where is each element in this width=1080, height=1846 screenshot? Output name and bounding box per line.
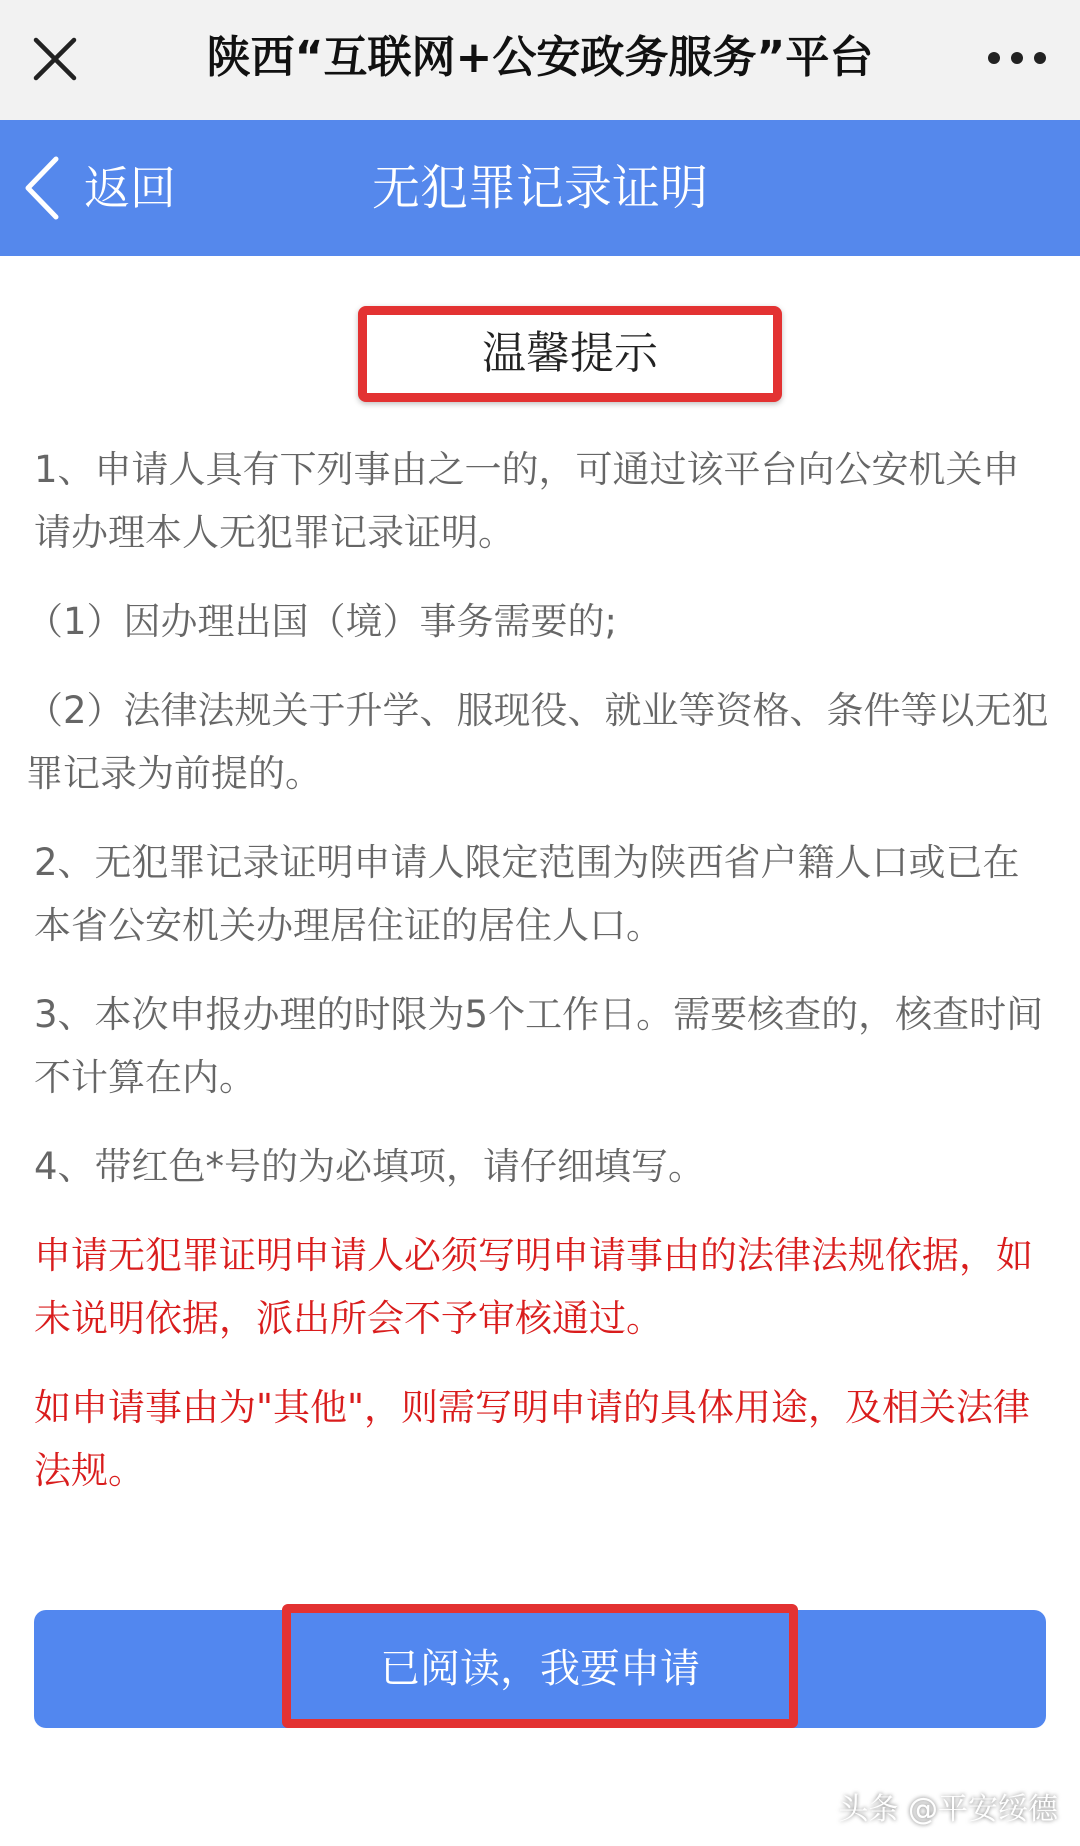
notice-paragraph: 4、带红色*号的为必填项，请仔细填写。 [34, 1145, 706, 1188]
notice-paragraph: （1）因办理出国（境）事务需要的; [26, 600, 618, 643]
notice-paragraph: （2）法律法规关于升学、服现役、就业等资格、条件等以无犯罪记录为前提的。 [26, 689, 1049, 795]
tip-heading-highlight [358, 306, 782, 402]
warning-paragraph: 申请无犯罪证明申请人必须写明申请事由的法律法规依据，如未说明依据，派出所会不予审核通过。 [34, 1234, 1033, 1340]
apply-button-label: 已阅读，我要申请 [380, 1646, 700, 1692]
watermark: 头条 @平安绥德 [838, 1792, 1058, 1827]
warning-paragraph: 如申请事由为"其他"，则需写明申请的具体用途，及相关法律法规。 [34, 1386, 1031, 1492]
more-icon[interactable] [984, 44, 1050, 72]
notice-paragraph: 1、申请人具有下列事由之一的，可通过该平台向公安机关申请办理本人无犯罪记录证明。 [34, 448, 1020, 554]
window-title: 陕西“互联网+公安政务服务”平台 [206, 32, 874, 83]
apply-button[interactable] [34, 1610, 1046, 1728]
page-title: 无犯罪记录证明 [371, 160, 708, 216]
notice-paragraph: 2、无犯罪记录证明申请人限定范围为陕西省户籍人口或已在本省公安机关办理居住证的居住人口。 [34, 841, 1020, 947]
notice-content [26, 438, 1049, 1528]
back-label: 返回 [84, 161, 176, 215]
close-icon[interactable] [30, 30, 80, 86]
chevron-left-icon [22, 155, 62, 221]
back-button[interactable] [22, 120, 176, 256]
nav-header [0, 120, 1080, 256]
tip-heading: 温馨提示 [482, 328, 658, 379]
notice-paragraph: 3、本次申报办理的时限为5个工作日。需要核查的，核查时间不计算在内。 [34, 993, 1044, 1099]
top-bar [0, 0, 1080, 120]
